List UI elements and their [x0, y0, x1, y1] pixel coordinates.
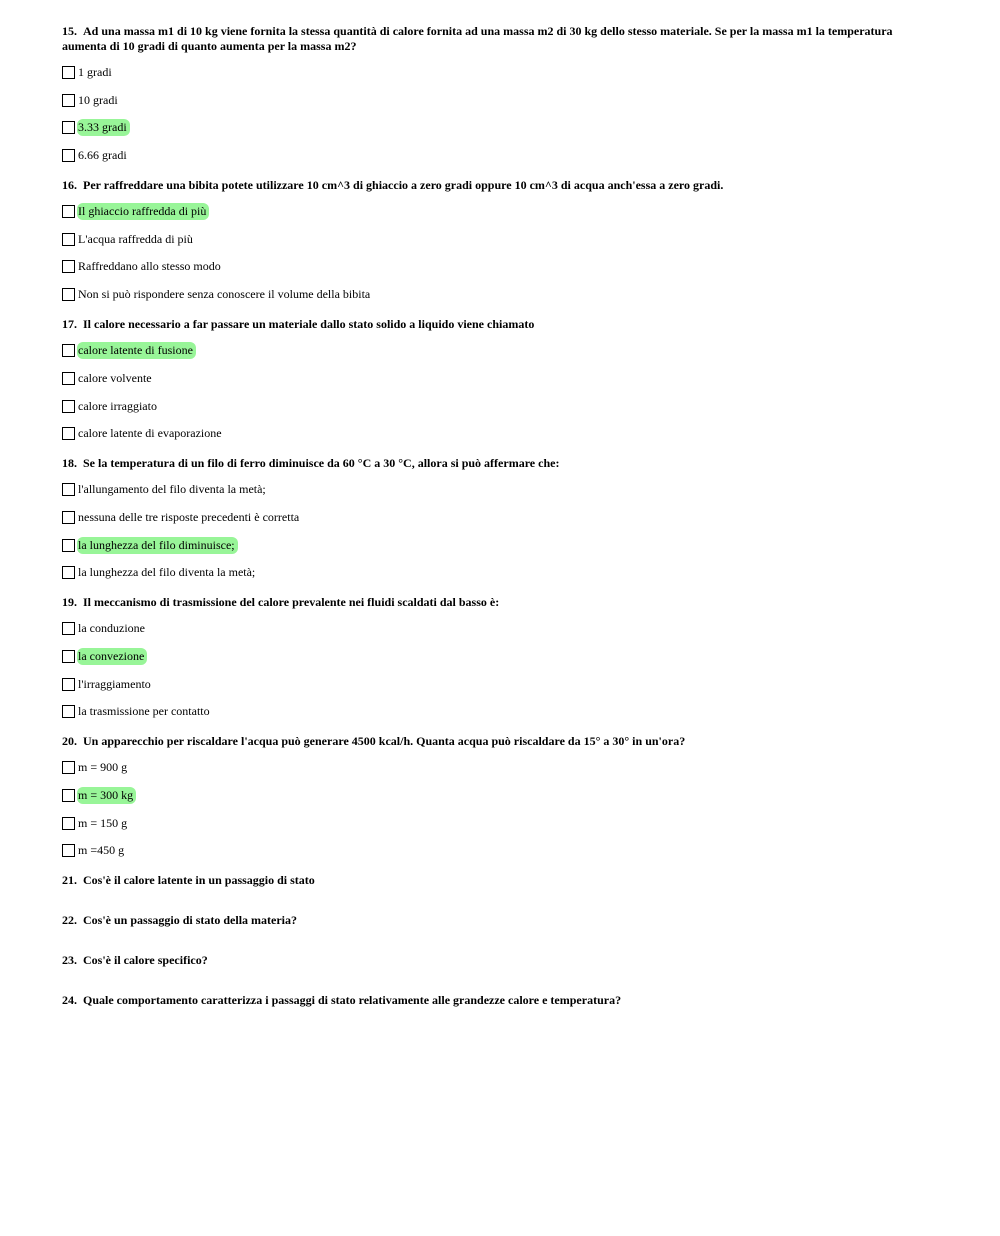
answer-label-correct: calore latente di fusione	[77, 342, 196, 359]
checkbox[interactable]	[62, 761, 75, 774]
question-19	[62, 595, 922, 720]
open-question-23	[62, 953, 922, 968]
checkbox[interactable]	[62, 789, 75, 802]
open-question-24	[62, 993, 922, 1008]
checkbox[interactable]	[62, 678, 75, 691]
question-text: Quale comportamento caratterizza i passaggi di stato relativamente alle grandezze calore e temperatura?	[83, 993, 622, 1008]
answer-label: m = 150 g	[78, 815, 128, 830]
checkbox[interactable]	[62, 566, 75, 579]
answer-label-correct: 3.33 gradi	[77, 119, 130, 136]
answer-label: la trasmissione per contatto	[78, 704, 210, 719]
answer-option[interactable]	[62, 92, 922, 109]
question-title	[62, 734, 922, 749]
question-text: Cos'è il calore latente in un passaggio di stato	[83, 873, 315, 888]
checkbox[interactable]	[62, 427, 75, 440]
checkbox[interactable]	[62, 483, 75, 496]
checkbox[interactable]	[62, 288, 75, 301]
answer-label: 10 gradi	[78, 92, 118, 107]
checkbox[interactable]	[62, 817, 75, 830]
answer-option[interactable]	[62, 537, 922, 554]
multiple-choice-section	[62, 24, 922, 859]
answer-label: calore latente di evaporazione	[78, 426, 222, 441]
answer-label: la lunghezza del filo diventa la metà;	[78, 565, 256, 580]
answer-option[interactable]	[62, 203, 922, 220]
answer-option[interactable]	[62, 286, 922, 303]
question-number: 19.	[62, 595, 77, 610]
question-number: 16.	[62, 178, 77, 193]
answer-option[interactable]	[62, 370, 922, 387]
question-15	[62, 24, 922, 164]
question-18	[62, 456, 922, 581]
answer-option[interactable]	[62, 258, 922, 275]
answer-option[interactable]	[62, 648, 922, 665]
checkbox[interactable]	[62, 344, 75, 357]
question-text: Il meccanismo di trasmissione del calore prevalente nei fluidi scaldati dal basso è:	[83, 595, 500, 610]
checkbox[interactable]	[62, 205, 75, 218]
checkbox[interactable]	[62, 400, 75, 413]
checkbox[interactable]	[62, 844, 75, 857]
question-text: Per raffreddare una bibita potete utilizzare 10 cm^3 di ghiaccio a zero gradi oppure 10 cm^3 di acqua anch'essa a zero gradi.	[83, 178, 724, 193]
checkbox[interactable]	[62, 511, 75, 524]
answer-label: m =450 g	[78, 843, 125, 858]
answer-label: la conduzione	[78, 621, 145, 636]
answer-label: L'acqua raffredda di più	[78, 231, 193, 246]
question-text: Cos'è il calore specifico?	[83, 953, 208, 968]
question-number: 18.	[62, 456, 77, 471]
answer-option[interactable]	[62, 759, 922, 776]
answer-label-correct: la lunghezza del filo diminuisce;	[77, 537, 238, 554]
checkbox[interactable]	[62, 121, 75, 134]
answer-option[interactable]	[62, 676, 922, 693]
answer-label: l'allungamento del filo diventa la metà;	[78, 482, 266, 497]
answer-label: Non si può rispondere senza conoscere il volume della bibita	[78, 287, 371, 302]
answer-label: Raffreddano allo stesso modo	[78, 259, 221, 274]
answer-option[interactable]	[62, 815, 922, 832]
answer-label-correct: m = 300 kg	[77, 787, 136, 804]
question-title	[62, 178, 922, 193]
checkbox[interactable]	[62, 260, 75, 273]
answer-option[interactable]	[62, 147, 922, 164]
checkbox[interactable]	[62, 622, 75, 635]
answer-label: m = 900 g	[78, 760, 128, 775]
question-number: 24.	[62, 993, 77, 1008]
checkbox[interactable]	[62, 372, 75, 385]
checkbox[interactable]	[62, 539, 75, 552]
checkbox[interactable]	[62, 94, 75, 107]
answer-label: calore irraggiato	[78, 398, 157, 413]
open-question-21	[62, 873, 922, 888]
checkbox[interactable]	[62, 233, 75, 246]
question-number: 23.	[62, 953, 77, 968]
open-question-22	[62, 913, 922, 928]
question-text: Il calore necessario a far passare un materiale dallo stato solido a liquido viene chiamato	[83, 317, 535, 332]
question-number: 15.	[62, 24, 77, 38]
answer-option[interactable]	[62, 231, 922, 248]
answer-label: l'irraggiamento	[78, 676, 151, 691]
answer-option[interactable]	[62, 620, 922, 637]
quiz-page	[62, 24, 922, 1033]
question-title	[62, 24, 922, 54]
question-text: Un apparecchio per riscaldare l'acqua può generare 4500 kcal/h. Quanta acqua può riscaldare da 15° a 30° in un'ora?	[83, 734, 686, 749]
answer-label: 6.66 gradi	[78, 148, 127, 163]
question-17	[62, 317, 922, 442]
question-number: 21.	[62, 873, 77, 888]
checkbox[interactable]	[62, 650, 75, 663]
answer-label: calore volvente	[78, 370, 152, 385]
answer-option[interactable]	[62, 509, 922, 526]
answer-label: nessuna delle tre risposte precedenti è corretta	[78, 509, 300, 524]
question-number: 22.	[62, 913, 77, 928]
checkbox[interactable]	[62, 66, 75, 79]
answer-option[interactable]	[62, 119, 922, 136]
question-number: 17.	[62, 317, 77, 332]
question-number: 20.	[62, 734, 77, 749]
open-questions-section	[62, 873, 922, 1008]
answer-option[interactable]	[62, 425, 922, 442]
answer-option[interactable]	[62, 342, 922, 359]
question-text: Se la temperatura di un filo di ferro diminuisce da 60 °C a 30 °C, allora si può affermare che:	[83, 456, 560, 471]
question-text: Ad una massa m1 di 10 kg viene fornita la stessa quantità di calore fornita ad una massa m2 di 30 kg dello stesso materiale. Se per la massa m1 la temperatura aumenta di 10 gradi di quanto aumenta per la massa m2?	[62, 24, 893, 53]
question-title	[62, 456, 922, 471]
question-16	[62, 178, 922, 303]
answer-option[interactable]	[62, 842, 922, 859]
answer-option[interactable]	[62, 64, 922, 81]
answer-label: 1 gradi	[78, 65, 112, 79]
checkbox[interactable]	[62, 149, 75, 162]
answer-option[interactable]	[62, 564, 922, 581]
answer-option[interactable]	[62, 787, 922, 804]
checkbox[interactable]	[62, 705, 75, 718]
question-title	[62, 317, 922, 332]
question-title	[62, 595, 922, 610]
answer-option[interactable]	[62, 703, 922, 720]
answer-option[interactable]	[62, 481, 922, 498]
answer-label-correct: Il ghiaccio raffredda di più	[77, 203, 209, 220]
question-text: Cos'è un passaggio di stato della materia?	[83, 913, 298, 928]
question-20	[62, 734, 922, 859]
answer-label-correct: la convezione	[77, 648, 147, 665]
answer-option[interactable]	[62, 398, 922, 415]
